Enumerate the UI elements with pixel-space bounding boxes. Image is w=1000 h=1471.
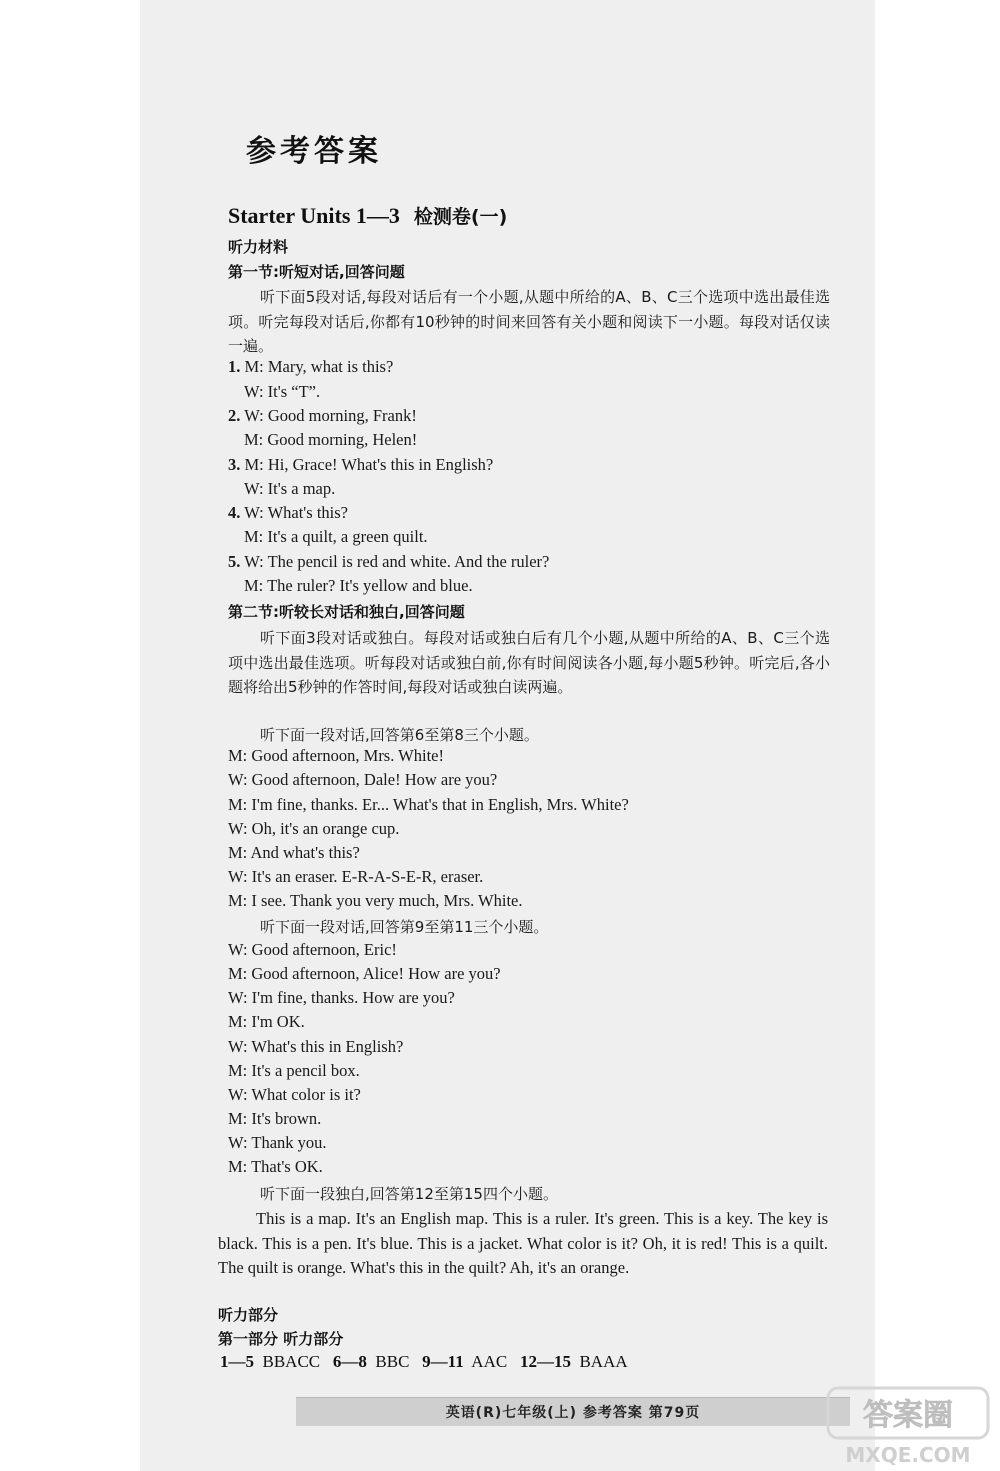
answer-key: 1—5 BBACC 6—8 BBC 9—11 AAC 12—15 BAAA <box>220 1352 628 1371</box>
dialog-4-line-2: M: It's a quilt, a green quilt. <box>244 527 428 546</box>
dialog-5-line-1: 5. W: The pencil is red and white. And the ruler? <box>228 552 550 571</box>
dialog2-line: W: I'm fine, thanks. How are you? <box>228 988 455 1007</box>
dialog2-line: M: That's OK. <box>228 1157 323 1176</box>
dialog-5-line-2: M: The ruler? It's yellow and blue. <box>244 576 473 595</box>
monologue-intro: 听下面一段独白,回答第12至第15四个小题。 <box>260 1185 558 1203</box>
dialog1-line: M: I'm fine, thanks. Er... What's that in English, Mrs. White? <box>228 795 629 814</box>
part2-instructions: 听下面3段对话或独白。每段对话或独白后有几个小题,从题中所给的A、B、C三个选项中选出最佳选项。听每段对话或独白前,你有时间阅读各小题,每小题5秒钟。听完后,各小题将给出5秒钟的作答时间,每段对话或独白读两遍。 <box>228 629 830 696</box>
part1-heading: 第一节:听短对话,回答问题 <box>228 263 405 281</box>
dialog1-line: W: Oh, it's an orange cup. <box>228 819 400 838</box>
dialog-1-line-2: W: It's “T”. <box>244 382 321 401</box>
dialog1-intro: 听下面一段对话,回答第6至第8三个小题。 <box>260 726 539 744</box>
dialog-2-line-2: M: Good morning, Helen! <box>244 430 418 449</box>
part2-heading: 第二节:听较长对话和独白,回答问题 <box>228 603 465 621</box>
page-footer <box>296 1397 850 1426</box>
footer-text: 英语(R)七年级(上) 参考答案 第79页 <box>445 1405 701 1421</box>
dialog1-line: M: Good afternoon, Mrs. White! <box>228 746 444 765</box>
dialog-1-line-1: 1. M: Mary, what is this? <box>228 357 394 376</box>
section-title-zh: 检测卷(一) <box>413 206 508 228</box>
dialog2-line: M: It's brown. <box>228 1109 322 1128</box>
dialog1-line: W: It's an eraser. E-R-A-S-E-R, eraser. <box>228 867 484 886</box>
dialog2-line: M: I'm OK. <box>228 1012 305 1031</box>
dialog2-intro: 听下面一段对话,回答第9至第11三个小题。 <box>260 918 549 936</box>
dialog2-line: M: It's a pencil box. <box>228 1061 360 1080</box>
dialog-2-line-1: 2. W: Good morning, Frank! <box>228 406 417 425</box>
dialog1-line: M: And what's this? <box>228 843 360 862</box>
listening-section-label: 听力部分 <box>218 1306 279 1324</box>
dialog2-line: W: What color is it? <box>228 1085 361 1104</box>
dialog1-line: M: I see. Thank you very much, Mrs. White. <box>228 891 523 910</box>
dialog2-line: M: Good afternoon, Alice! How are you? <box>228 964 501 983</box>
dialog2-line: W: Good afternoon, Eric! <box>228 940 397 959</box>
section-title-en: Starter Units 1—3 <box>228 203 400 228</box>
part1-instructions: 听下面5段对话,每段对话后有一个小题,从题中所给的A、B、C三个选项中选出最佳选项。听完每段对话后,你都有10秒钟的时间来回答有关小题和阅读下一小题。每段对话仅读一遍。 <box>228 288 830 355</box>
watermark-logo <box>826 1380 996 1470</box>
listening-material-label: 听力材料 <box>228 238 289 256</box>
page-title: 参考答案 <box>246 134 382 169</box>
part-one-label: 第一部分 听力部分 <box>218 1330 344 1348</box>
section-title <box>228 202 507 229</box>
svg-text:MXQE.COM: MXQE.COM <box>845 1443 971 1467</box>
dialog-3-line-1: 3. M: Hi, Grace! What's this in English? <box>228 455 494 474</box>
dialog-3-line-2: W: It's a map. <box>244 479 336 498</box>
dialog1-line: W: Good afternoon, Dale! How are you? <box>228 770 498 789</box>
monologue-text: This is a map. It's an English map. This is a ruler. It's green. This is a key. The key is black. This is a pen. It's blue. This is a jacket. What color is it? Oh, it is red! This is a quilt. The quilt is orange. What's this in the quilt? Ah, it's an orange. <box>218 1209 828 1277</box>
dialog-4-line-1: 4. W: What's this? <box>228 503 348 522</box>
dialog2-line: W: What's this in English? <box>228 1037 404 1056</box>
svg-text:答案圈: 答案圈 <box>863 1398 953 1433</box>
dialog2-line: W: Thank you. <box>228 1133 327 1152</box>
